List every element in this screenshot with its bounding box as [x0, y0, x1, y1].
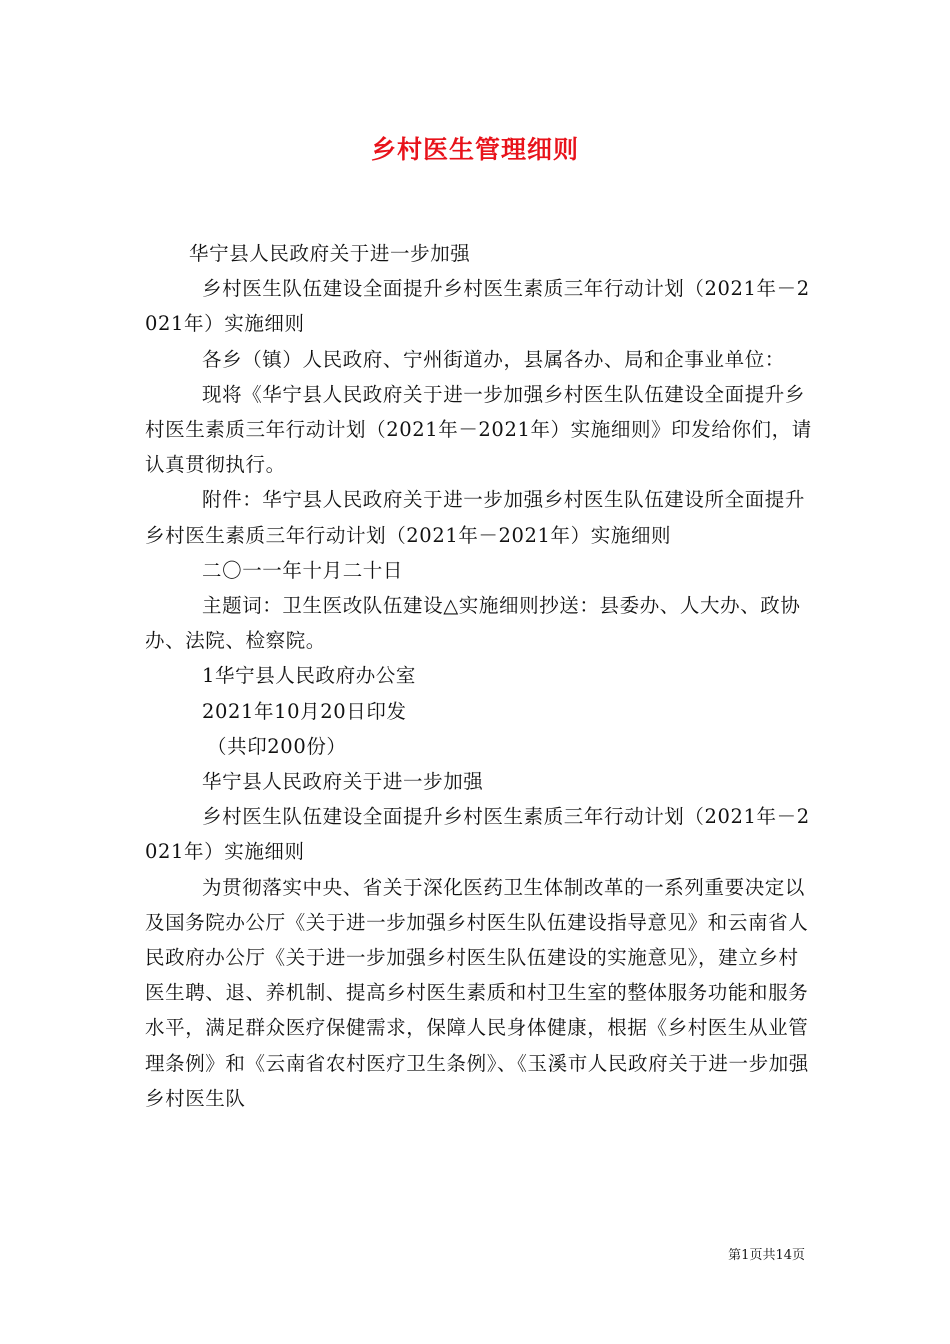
- paragraph-date: 二〇一一年十月二十日: [202, 558, 404, 582]
- page-number: 第1页共14页: [728, 1248, 805, 1263]
- paragraph-heading-repeat-1: 华宁县人民政府关于进一步加强: [202, 770, 484, 794]
- paragraph-main-body: 为贯彻落实中央、省关于深化医药卫生体制改革的一系列重要决定以及国务院办公厅《关于进一步加强乡村医生队伍建设指导意见》和云南省人民政府办公厅《关于进一步加强乡村医生队伍建设的实施意见》，建立乡村医生聘、退、养机制、提高乡村医生素质和村卫生室的整体服务功能和服务水平，满足群众医疗保健需求，保障人民身体健康，根据《乡村医生从业管理条例》和《云南省农村医疗卫生条例》、《玉溪市人民政府关于进一步加强乡村医生队: [145, 875, 809, 1110]
- paragraph-attachment: 附件：华宁县人民政府关于进一步加强乡村医生队伍建设所全面提升乡村医生素质三年行动计划（2021年－2021年）实施细则: [145, 488, 806, 547]
- paragraph-print-count: （共印200份）: [207, 734, 347, 758]
- paragraph-issuer: 1华宁县人民政府办公室: [202, 664, 417, 688]
- paragraph-heading-line-1: 华宁县人民政府关于进一步加强: [189, 242, 471, 265]
- paragraph-addressee: 各乡（镇）人民政府、宁州街道办，县属各办、局和企事业单位：: [202, 347, 785, 371]
- paragraph-subject-words: 主题词：卫生医改队伍建设△实施细则抄送：县委办、人大办、政协办、法院、检察院。: [145, 594, 801, 653]
- document-title: 乡村医生管理细则: [370, 135, 579, 164]
- document-body: [145, 236, 815, 1116]
- paragraph-print-date: 2021年10月20日印发: [202, 699, 407, 723]
- paragraph-heading-line-2: 乡村医生队伍建设全面提升乡村医生素质三年行动计划（2021年－2021年）实施细则: [145, 277, 810, 336]
- paragraph-notice: 现将《华宁县人民政府关于进一步加强乡村医生队伍建设全面提升乡村医生素质三年行动计划（2021年－2021年）实施细则》印发给你们，请认真贯彻执行。: [145, 382, 812, 477]
- paragraph-heading-repeat-2: 乡村医生队伍建设全面提升乡村医生素质三年行动计划（2021年－2021年）实施细则: [145, 805, 810, 864]
